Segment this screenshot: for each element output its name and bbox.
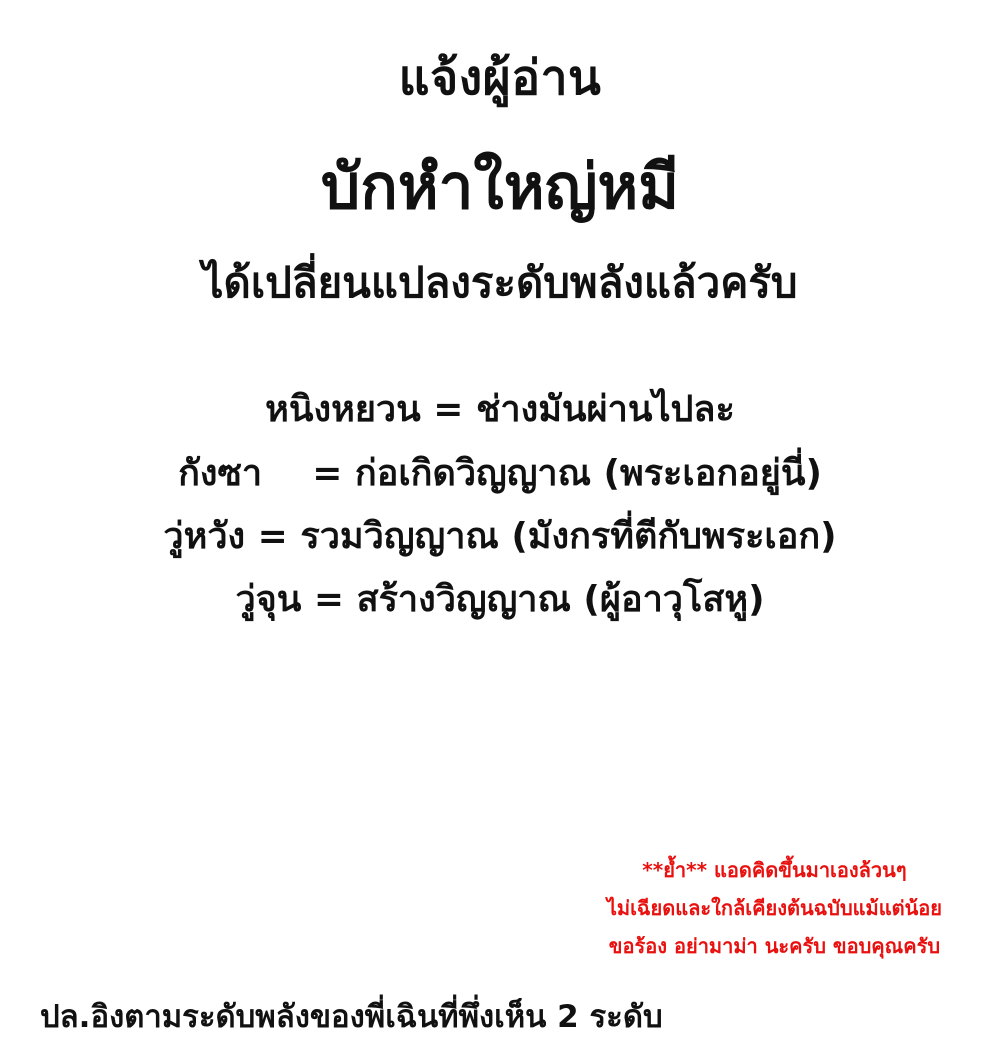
footnote-line: ไม่เฉียดและใกล้เคียงต้นฉบับแม้แต่น้อย — [606, 896, 942, 920]
notice-title: แจ้งผู้อ่าน — [398, 50, 602, 106]
glossary-line: กังซา = ก่อเกิดวิญญาณ (พระเอกอยู่นี่) — [178, 452, 822, 494]
postscript-text: ปล.อิงตามระดับพลังของพี่เฉินที่พึ่งเห็น 2 ระดับ — [40, 998, 663, 1035]
footnote-block — [607, 860, 942, 974]
subtitle-text: ได้เปลี่ยนแปลงระดับพลังแล้วครับ — [202, 257, 798, 307]
footnote-line: **ย้ำ** แอดคิดขึ้นมาเองล้วนๆ — [642, 858, 907, 882]
notice-page — [0, 52, 1000, 1052]
headline-title: บักหำใหญ่หมี — [320, 149, 680, 223]
glossary-line: วู่จุน = สร้างวิญญาณ (ผู้อาวุโสหู) — [235, 579, 765, 621]
glossary-line: หนิงหยวน = ช่างมันผ่านไปละ — [265, 389, 735, 431]
footnote-line: ขอร้อง อย่ามาม่า นะครับ ขอบคุณครับ — [608, 934, 941, 958]
power-level-glossary — [0, 389, 1000, 621]
glossary-line: วู่หวัง = รวมวิญญาณ (มังกรที่ตีกับพระเอก) — [163, 516, 837, 558]
